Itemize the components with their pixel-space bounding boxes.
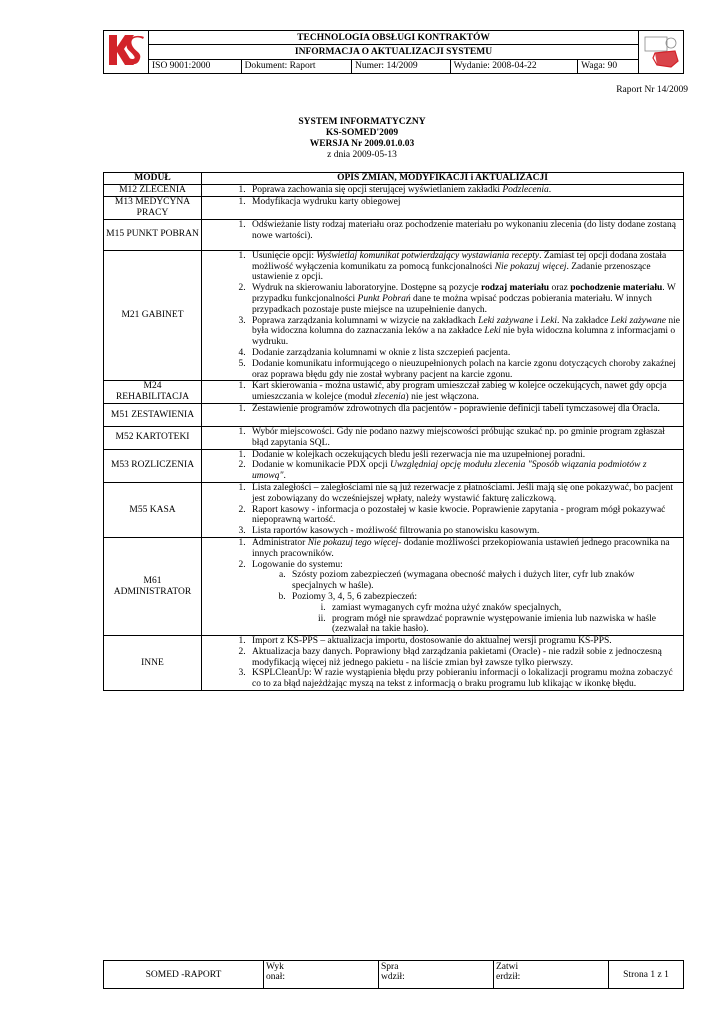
document-number: Numer: 14/2009 bbox=[352, 59, 451, 73]
company-logo bbox=[104, 31, 149, 74]
column-header-description: OPIS ZMIAN, MODYFIKACJI i AKTUALIZACJI bbox=[202, 173, 684, 185]
iso-label: ISO 9001:2000 bbox=[149, 59, 242, 73]
changes-cell bbox=[202, 196, 684, 219]
changes-cell bbox=[202, 426, 684, 449]
report-title bbox=[0, 117, 724, 161]
footer-checked-by: Spra wdził: bbox=[379, 961, 494, 989]
list-item: 2. Dodanie w komunikacie PDX opcji Uwzględniaj opcję modułu zlecenia "Sposób wiązania podmiotów z umową". bbox=[248, 460, 681, 482]
footer-page-number: Strona 1 z 1 bbox=[609, 961, 684, 989]
ks-logo-icon bbox=[106, 31, 146, 69]
iso-certificate-icon bbox=[641, 31, 681, 69]
list-item: 1. Kart skierowania - można ustawić, aby program umieszczał zabieg w kolejce oczekujących, nawet gdy opcja umieszczania w kolejce (moduł zlecenia) nie jest włączona. bbox=[248, 381, 681, 403]
list-item: 3. Lista raportów kasowych - możliwość filtrowania po stanowisku kasowym. bbox=[248, 526, 681, 537]
table-row bbox=[104, 403, 684, 426]
table-row bbox=[104, 482, 684, 537]
list-item: ii. program mógł nie sprawdzać poprawnie występowanie imienia lub nazwiska w haśle (zezwalał na takie hasło). bbox=[328, 614, 681, 636]
list-item: 2. Aktualizacja bazy danych. Poprawiony błąd zarządzania pakietami (Oracle) - nie radził sobie z jednoczesną modyfikacją więcej niż jednego pakietu - na liście zmian był zawsze tylko pierwszy. bbox=[248, 647, 681, 669]
list-item: i. zamiast wymaganych cyfr można użyć znaków specjalnych, bbox=[328, 603, 681, 614]
list-item: 1. Odświeżanie listy rodzaj materiału oraz pochodzenie materiału po wykonaniu zlecenia (do listy dodane zostaną nowe wartości). bbox=[248, 220, 681, 242]
changes-table bbox=[103, 172, 684, 691]
table-header-row bbox=[104, 173, 684, 185]
module-name: M52 KARTOTEKI bbox=[104, 426, 202, 449]
list-item: 1. Usunięcie opcji: Wyświetlaj komunikat potwierdzający wystawiania recepty. Zamiast tej opcji dodana została możliwość wyłączenia komunikatu za pomocą funkcjonalności Nie pokazuj więcej. Zadanie przenoszące ustawienie z opcji. bbox=[248, 251, 681, 283]
list-item: 1. Poprawa zachowania się opcji sterującej wyświetlaniem zakładki Podzlecenia. bbox=[248, 185, 681, 196]
changes-cell bbox=[202, 449, 684, 482]
table-row bbox=[104, 185, 684, 197]
report-number: Raport Nr 14/2009 bbox=[616, 85, 688, 95]
list-item: b. Poziomy 3, 4, 5, 6 zabezpieczeń: i. zamiast wymaganych cyfr można użyć znaków specjalnych, ii. program mógł nie sprawdzać poprawnie występowanie imienia lub nazwiska w haśle (zezwalał na takie hasło). bbox=[288, 592, 681, 635]
list-item: 1. Dodanie w kolejkach oczekujących bledu jeśli rezerwacja nie ma uzupełnionej poradni. bbox=[248, 450, 681, 461]
column-header-module: MODUŁ bbox=[104, 173, 202, 185]
list-item: 3. KSPLCleanUp: W razie wystąpienia błędu przy pobieraniu informacji o lokalizacji programu można zobaczyć co to za błąd najeżdżając myszą na tekst z informacją o braku programu lub klikając w ikonkę błędu. bbox=[248, 668, 681, 690]
module-name: M55 KASA bbox=[104, 482, 202, 537]
list-item: 3. Poprawa zarządzania kolumnami w wizycie na zakładkach Leki zażywane i Leki. Na zakładce Leki zażywane nie była widoczna kolumna do zaznaczania leków a na zakładce Leki nie była widoczna kolumna z informacjami o wydruku. bbox=[248, 316, 681, 348]
changes-cell bbox=[202, 185, 684, 197]
table-row bbox=[104, 381, 684, 404]
module-name: M24 REHABILITACJA bbox=[104, 381, 202, 404]
module-name: M12 ZLECENIA bbox=[104, 185, 202, 197]
certificate-seal bbox=[639, 31, 684, 74]
module-name: M51 ZESTAWIENIA bbox=[104, 403, 202, 426]
changes-cell bbox=[202, 250, 684, 381]
weight: Waga: 90 bbox=[578, 59, 639, 73]
title-date: z dnia 2009-05-13 bbox=[327, 150, 397, 160]
footer-approved-by: Zatwi erdził: bbox=[494, 961, 609, 989]
title-line-1: SYSTEM INFORMATYCZNY bbox=[298, 117, 426, 127]
header-title-2: INFORMACJA O AKTUALIZACJI SYSTEMU bbox=[149, 45, 639, 59]
module-name: M61 ADMINISTRATOR bbox=[104, 537, 202, 635]
module-name: M53 ROZLICZENIA bbox=[104, 449, 202, 482]
changes-cell bbox=[202, 403, 684, 426]
list-item: 2. Wydruk na skierowaniu laboratoryjne. Dostępne są pozycje rodzaj materiału oraz pochodzenie materiału. W przypadku funkcjonalności Punkt Pobrań dane te można wpisać podczas pobierania materiału. W innych przypadkach pozostaje puste miejsce na uzupełnienie danych. bbox=[248, 283, 681, 315]
module-name: M15 PUNKT POBRAN bbox=[104, 219, 202, 250]
module-name: INNE bbox=[104, 636, 202, 691]
document-type: Dokument: Raport bbox=[241, 59, 351, 73]
footer-document-name: SOMED -RAPORT bbox=[104, 961, 264, 989]
table-row bbox=[104, 636, 684, 691]
module-name: M13 MEDYCYNA PRACY bbox=[104, 196, 202, 219]
table-row bbox=[104, 219, 684, 250]
table-row bbox=[104, 250, 684, 381]
list-item: 1. Administrator Nie pokazuj tego więcej- dodanie możliwości przekopiowania ustawień jednego pracownika na innych pracowników. bbox=[248, 538, 681, 560]
list-item: 1. Wybór miejscowości. Gdy nie podano nazwy miejscowości próbując szukać np. po gminie program zgłaszał błąd zapytania SQL. bbox=[248, 427, 681, 449]
document-footer bbox=[103, 960, 684, 989]
issue-date: Wydanie: 2008-04-22 bbox=[450, 59, 578, 73]
module-name: M21 GABINET bbox=[104, 250, 202, 381]
table-row bbox=[104, 537, 684, 635]
list-item: 1. Zestawienie programów zdrowotnych dla pacjentów - poprawienie definicji tabeli tymczasowej dla Oracla. bbox=[248, 404, 681, 415]
changes-cell bbox=[202, 537, 684, 635]
table-row bbox=[104, 196, 684, 219]
changes-cell bbox=[202, 636, 684, 691]
list-item: 2. Raport kasowy - informacja o pozostałej w kasie kwocie. Poprawienie zapytania - program mógł pokazywać niepoprawną wartość. bbox=[248, 505, 681, 527]
title-line-3: WERSJA Nr 2009.01.0.03 bbox=[309, 139, 415, 149]
list-item: 1. Modyfikacja wydruku karty obiegowej bbox=[248, 197, 681, 208]
list-item: 1. Lista zaległości – zaległościami nie są już rezerwacje z płatnościami. Jeśli mają się one pokazywać, bo pacjent jest zobowiązany do wcześniejszej wpłaty, należy wystawić fakturę zaliczkową. bbox=[248, 483, 681, 505]
footer-performed-by: Wyk onał: bbox=[264, 961, 379, 989]
table-row bbox=[104, 426, 684, 449]
changes-cell bbox=[202, 219, 684, 250]
title-line-2: KS-SOMED'2009 bbox=[325, 128, 399, 138]
list-item: 4. Dodanie zarządzania kolumnami w oknie z lista szczepień pacjenta. bbox=[248, 348, 681, 359]
header-title-1: TECHNOLOGIA OBSŁUGI KONTRAKTÓW bbox=[149, 31, 639, 45]
list-item: 2. Logowanie do systemu: a. Szósty poziom zabezpieczeń (wymagana obecność małych i dużych liter, cyfr lub znaków specjalnych w haśle). b. Poziomy 3, 4, 5, 6 zabezpieczeń: i. zamiast wymaganych cyfr można użyć znaków specjalnych, ii. program mógł nie sprawdzać poprawnie występowanie imienia lub nazwiska w haśle (zezwalał na takie hasło). bbox=[248, 560, 681, 636]
list-item: a. Szósty poziom zabezpieczeń (wymagana obecność małych i dużych liter, cyfr lub znaków specjalnych w haśle). bbox=[288, 570, 681, 592]
changes-cell bbox=[202, 482, 684, 537]
document-header bbox=[103, 30, 684, 74]
list-item: 1. Import z KS-PPS – aktualizacja importu, dostosowanie do aktualnej wersji programu KS-PPS. bbox=[248, 636, 681, 647]
list-item: 5. Dodanie komunikatu informującego o nieuzupełnionych polach na karcie zgonu dotyczących choroby zakaźnej oraz poprawa błędu gdy nie został wybrany pacjent na karcie zgonu. bbox=[248, 359, 681, 381]
table-row bbox=[104, 449, 684, 482]
changes-cell bbox=[202, 381, 684, 404]
